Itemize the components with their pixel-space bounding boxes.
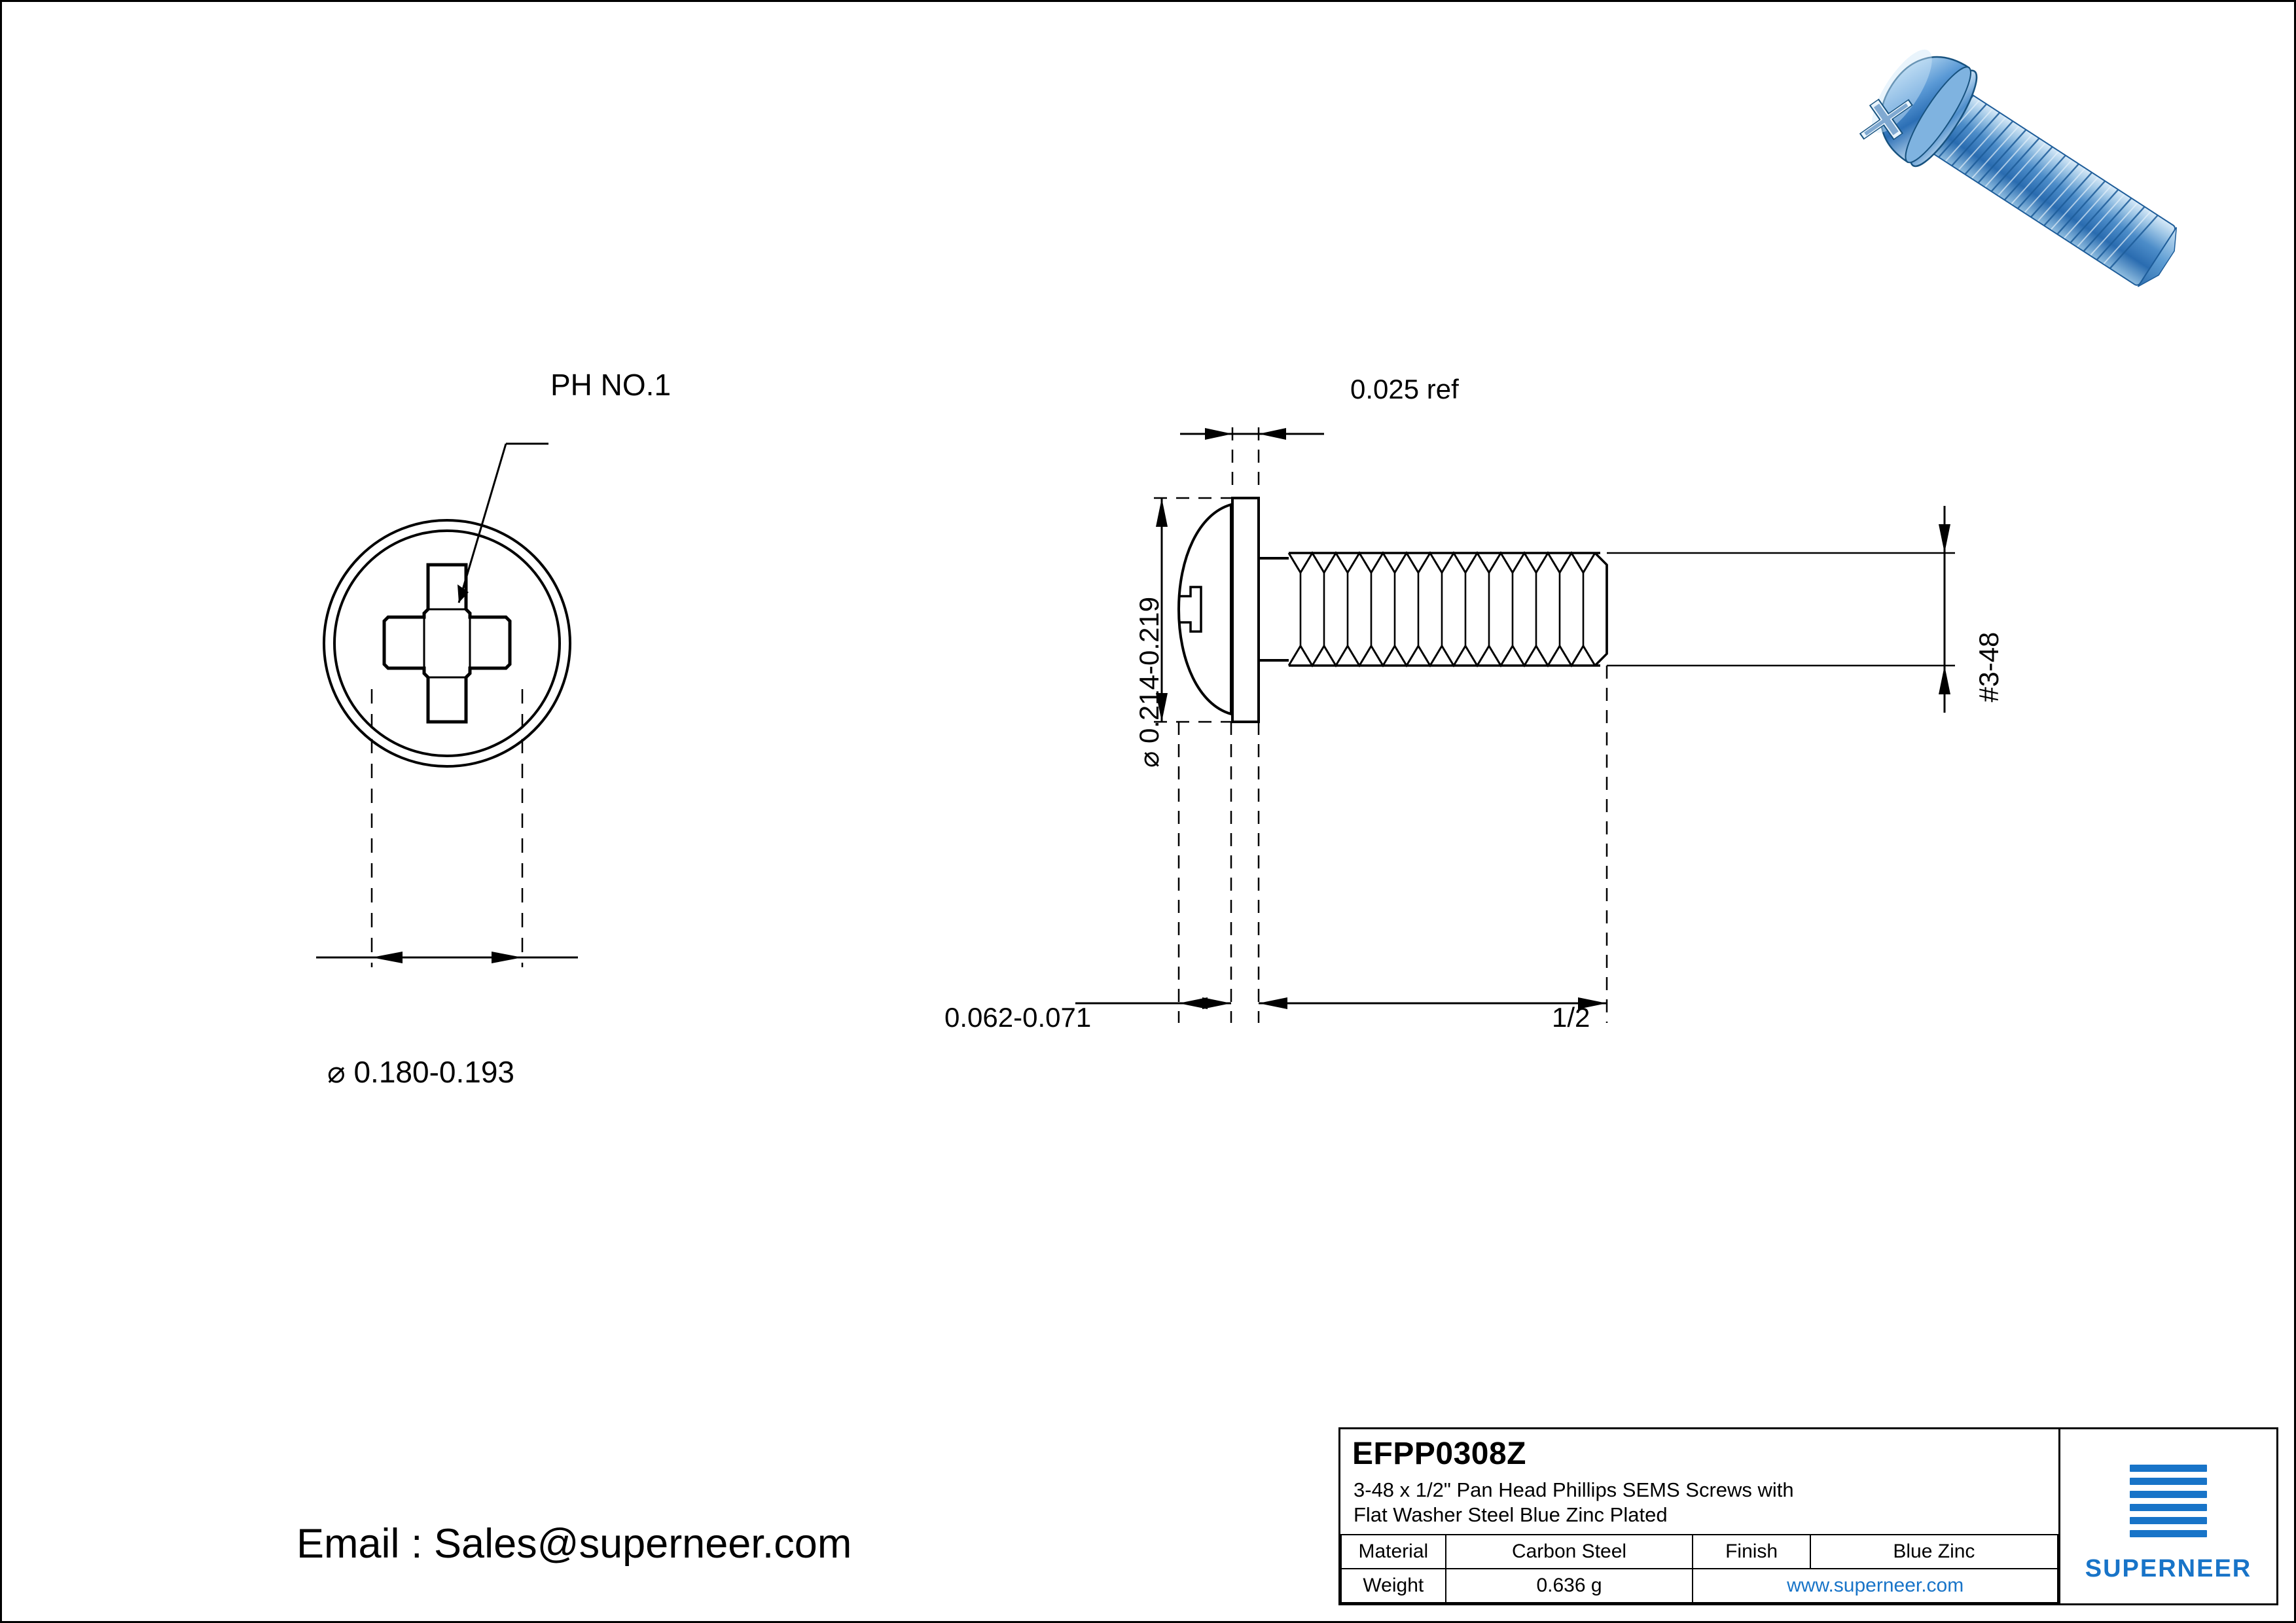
spec-table [1340, 1534, 2058, 1603]
brand-name: SUPERNEER [2085, 1555, 2252, 1582]
title-block-info [1340, 1429, 2060, 1603]
description-line-2: Flat Washer Steel Blue Zinc Plated [1354, 1503, 1668, 1526]
material-value: Carbon Steel [1446, 1535, 1693, 1569]
table-row [1341, 1535, 2058, 1569]
head-diameter-dim: ⌀ 0.180-0.193 [327, 1055, 515, 1089]
part-description [1354, 1478, 2041, 1527]
title-block [1338, 1427, 2278, 1605]
drive-callout-label: PH NO.1 [550, 368, 672, 402]
head-height-dim: 0.062-0.071 [944, 1002, 1092, 1033]
overall-length-dim: 1/2 [1552, 1002, 1590, 1033]
brand-logo [2060, 1429, 2276, 1603]
description-line-1: 3-48 x 1/2" Pan Head Phillips SEMS Screws with [1354, 1478, 1794, 1501]
washer-thickness-dim: 0.025 ref [1350, 374, 1459, 404]
website-link[interactable]: www.superneer.com [1693, 1569, 2058, 1603]
finish-value: Blue Zinc [1810, 1535, 2058, 1569]
material-label: Material [1341, 1535, 1446, 1569]
side-profile-view [905, 342, 2175, 1115]
finish-label: Finish [1693, 1535, 1810, 1569]
thread-size-dim: #3-48 [1973, 632, 2004, 702]
head-end-view [251, 349, 761, 1121]
logo-bars-icon [2130, 1465, 2207, 1543]
table-row [1341, 1569, 2058, 1603]
part-code: EFPP0308Z [1352, 1436, 1526, 1471]
weight-value: 0.636 g [1446, 1569, 1693, 1603]
contact-email: Email : Sales@superneer.com [296, 1521, 852, 1567]
washer-diameter-dim: ⌀ 0.214-0.219 [1134, 596, 1164, 768]
screw-3d-render [1808, 22, 2280, 303]
weight-label: Weight [1341, 1569, 1446, 1603]
